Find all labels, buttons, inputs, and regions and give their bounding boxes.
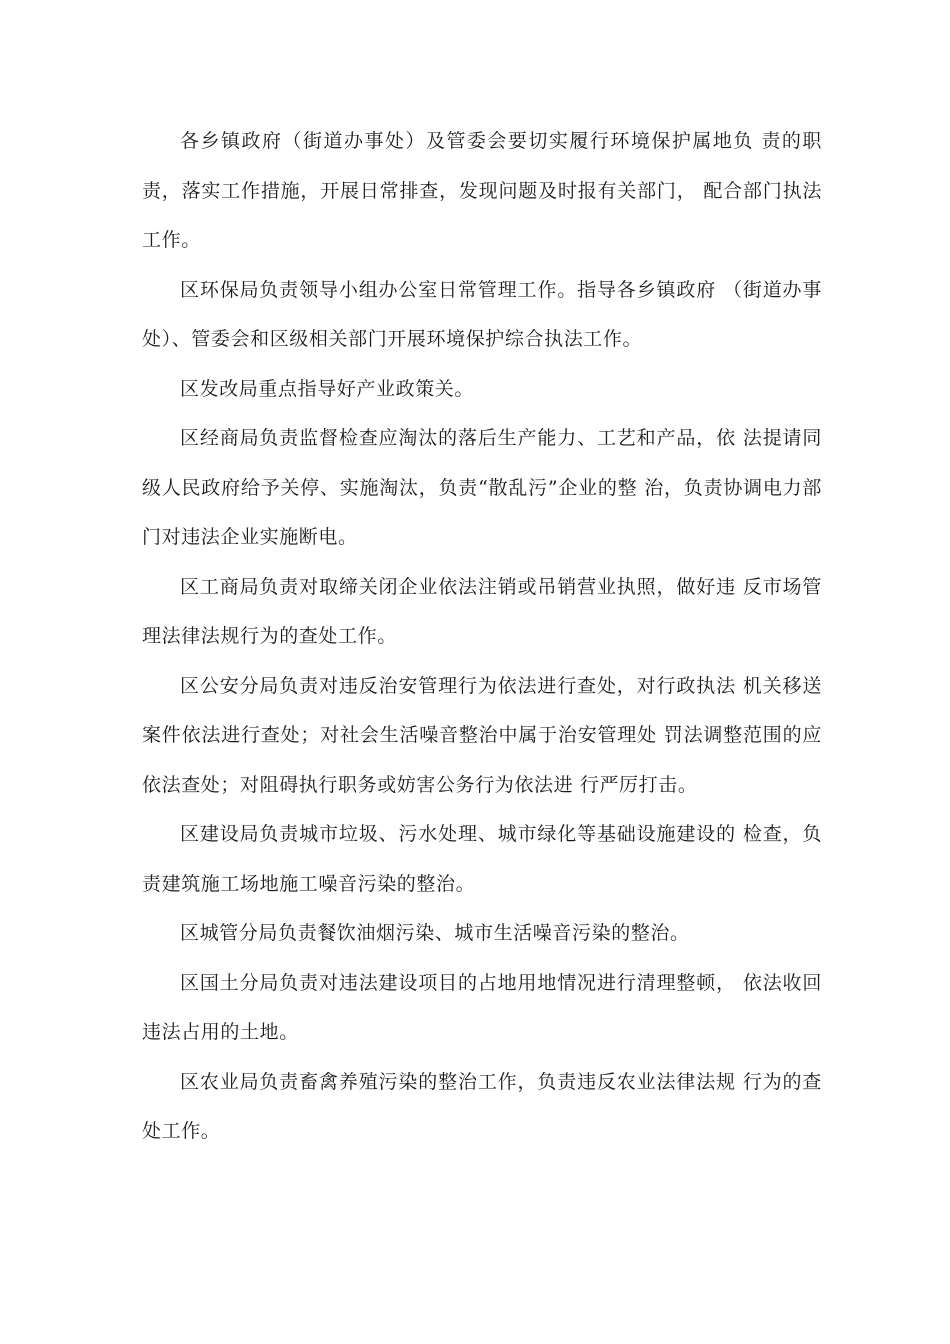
paragraph-development-reform-bureau: 区发改局重点指导好产业政策关。 bbox=[180, 377, 475, 400]
paragraph-construction-bureau: 区建设局负责城市垃圾、污水处理、城市绿化等基础设施建设的 检查，负责建筑施工场地施工噪音污染的整治。 bbox=[142, 823, 822, 895]
paragraph-environment-bureau: 区环保局负责领导小组办公室日常管理工作。指导各乡镇政府 （街道办事处）、管委会和区级相关部门开展环境保护综合执法工作。 bbox=[142, 278, 822, 350]
paragraph-urban-management-bureau: 区城管分局负责餐饮油烟污染、城市生活噪音污染的整治。 bbox=[180, 922, 690, 944]
paragraph-public-security-bureau: 区公安分局负责对违反治安管理行为依法进行查处，对行政执法 机关移送案件依法进行查处；对社会生活噪音整治中属于治安管理处 罚法调整范围的应依法查处；对阻碍执行职务或妨害公务行为依法进 行严厉打击。 bbox=[142, 674, 822, 796]
document-body bbox=[142, 117, 822, 1157]
paragraph-township-duties: 各乡镇政府（街道办事处）及管委会要切实履行环境保护属地负 责的职责，落实工作措施，开展日常排查，发现问题及时报有关部门， 配合部门执法工作。 bbox=[142, 130, 822, 251]
paragraph-economy-commerce-bureau: 区经商局负责监督检查应淘汰的落后生产能力、工艺和产品，依 法提请同级人民政府给予关停、实施淘汰，负责“散乱污”企业的整 治，负责协调电力部门对违法企业实施断电。 bbox=[142, 427, 822, 548]
paragraph-industry-commerce-bureau: 区工商局负责对取缔关闭企业依法注销或吊销营业执照，做好违 反市场管理法律法规行为的查处工作。 bbox=[142, 575, 822, 647]
paragraph-agriculture-bureau: 区农业局负责畜禽养殖污染的整治工作，负责违反农业法律法规 行为的查处工作。 bbox=[142, 1070, 822, 1142]
paragraph-land-resources-bureau: 区国土分局负责对违法建设项目的占地用地情况进行清理整顿， 依法收回违法占用的土地。 bbox=[142, 971, 822, 1043]
